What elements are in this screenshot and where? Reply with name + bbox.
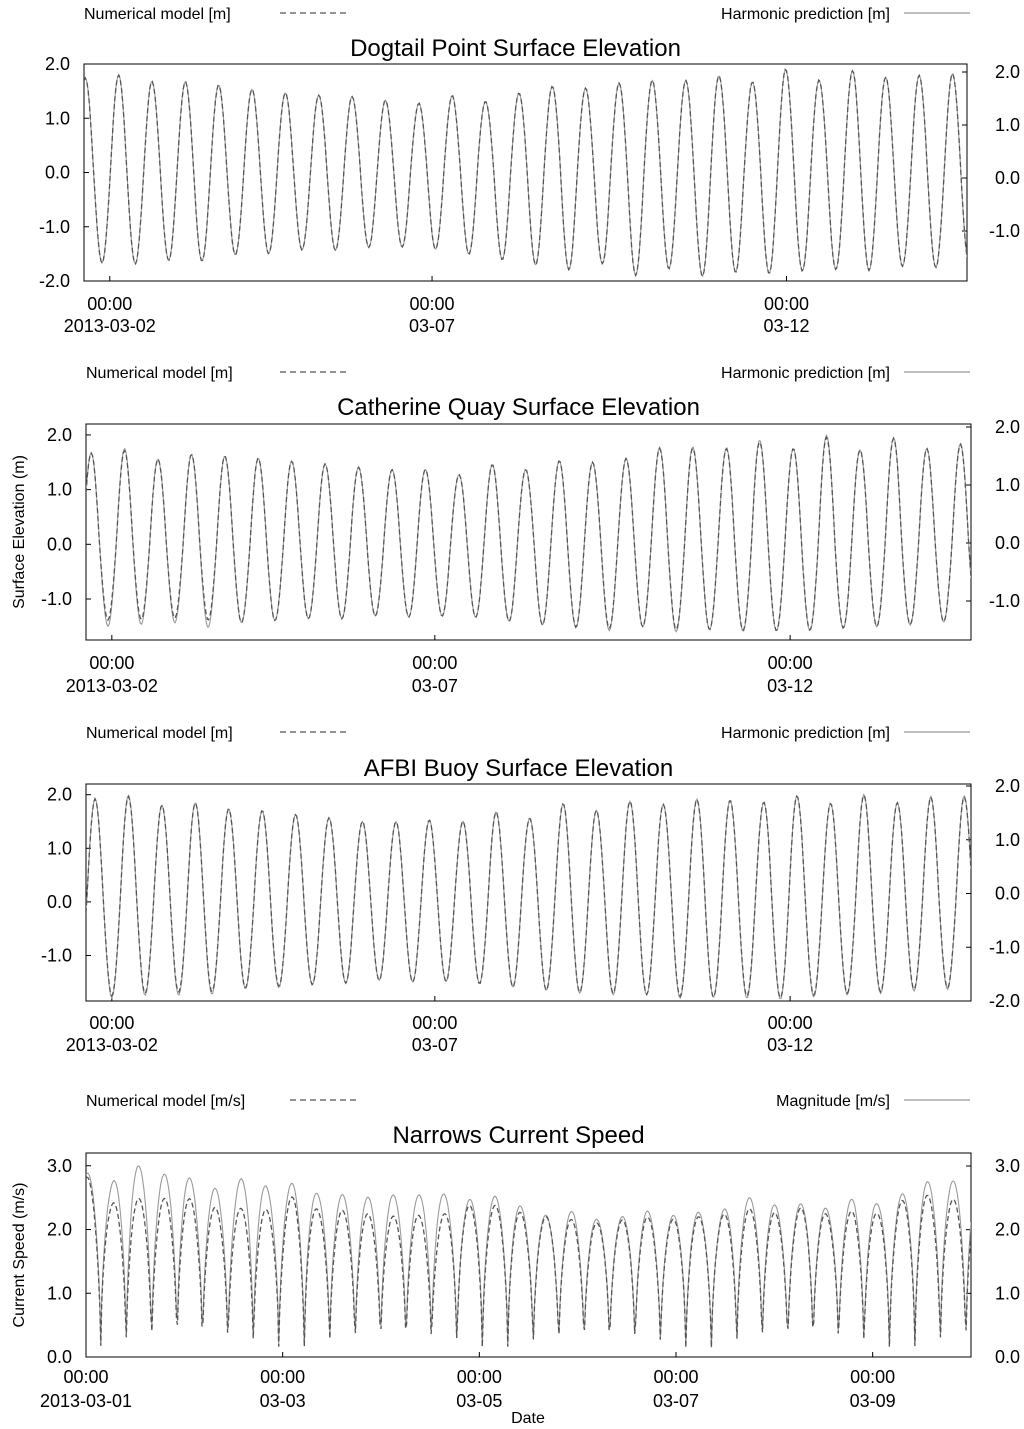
y-tick-label: 0.0 [44,162,70,183]
chart-title: Dogtail Point Surface Elevation [350,35,681,62]
y-tick-label: 3.0 [46,1155,72,1176]
y-tick-label: 1.0 [44,108,70,129]
series-line-reference [86,435,971,631]
series-line-reference [86,795,971,999]
y2-tick-label: 2.0 [994,776,1020,796]
y2-tick-label: 0.0 [994,168,1020,188]
y2-tick-label: 1.0 [994,475,1020,495]
x-axis-label: Date [511,1410,545,1427]
x-tick-date: 2013-03-02 [63,316,156,336]
series-line-reference [84,70,967,277]
x-tick-time: 00:00 [412,1013,458,1033]
chart-title: Catherine Quay Surface Elevation [337,394,700,421]
legend-label-reference: Harmonic prediction [m] [721,725,890,742]
series-line-model [84,70,967,277]
y-tick-label: 1.0 [46,1283,72,1304]
y-tick-label: -1.0 [40,588,72,609]
x-tick-date: 03-12 [763,316,810,336]
x-tick-time: 00:00 [850,1367,896,1387]
legend-label-reference: Harmonic prediction [m] [721,6,890,23]
y2-tick-label: -1.0 [988,591,1020,611]
x-tick-date: 03-07 [411,676,458,696]
x-tick-time: 00:00 [63,1367,109,1387]
y-tick-label: 2.0 [46,784,72,805]
y2-tick-label: 0.0 [994,533,1020,553]
legend-label-reference: Magnitude [m/s] [776,1093,890,1110]
y-tick-label: 0.0 [46,891,72,912]
x-tick-time: 00:00 [409,294,455,314]
x-tick-date: 2013-03-02 [65,676,158,696]
x-tick-time: 00:00 [456,1367,502,1387]
y-tick-label: 0.0 [46,534,72,555]
x-tick-date: 03-09 [849,1391,896,1411]
y-tick-label: 1.0 [46,479,72,500]
y2-tick-label: 0.0 [994,1347,1020,1367]
x-tick-date: 03-07 [409,316,456,336]
y-tick-label: -1.0 [38,216,70,237]
y-tick-label: 2.0 [46,1219,72,1240]
chart-panel-1 [39,6,1020,336]
chart-panel-3 [41,725,1020,1055]
x-tick-time: 00:00 [89,653,135,673]
y-tick-label: 2.0 [46,424,72,445]
x-tick-date: 03-12 [767,676,814,696]
plot-area [86,424,971,640]
y2-tick-label: 1.0 [994,115,1020,135]
x-tick-date: 03-07 [411,1035,458,1055]
x-tick-date: 03-05 [456,1391,503,1411]
x-tick-time: 00:00 [89,1013,135,1033]
x-tick-date: 03-07 [652,1391,700,1411]
y2-tick-label: 0.0 [994,883,1020,904]
x-tick-date: 2013-03-02 [65,1035,158,1055]
x-tick-time: 00:00 [260,1367,306,1387]
legend-label-model: Numerical model [m/s] [86,1093,246,1110]
y-axis-label: Surface Elevation (m) [11,455,28,609]
y2-tick-label: -2.0 [988,991,1020,1011]
y2-tick-label: -1.0 [988,937,1020,958]
y2-tick-label: 3.0 [994,1156,1020,1176]
y2-tick-label: 2.0 [994,1219,1020,1240]
chart-title: AFBI Buoy Surface Elevation [363,755,674,782]
x-tick-date: 03-12 [767,1035,814,1055]
y-tick-label: 2.0 [44,54,70,74]
legend-label-reference: Harmonic prediction [m] [721,365,890,382]
x-tick-time: 00:00 [653,1367,699,1387]
x-tick-time: 00:00 [767,1013,813,1033]
y-axis-label: Current Speed (m/s) [11,1182,28,1328]
x-tick-date: 03-03 [259,1391,306,1411]
series-line-model [86,437,971,630]
y2-tick-label: 1.0 [994,829,1020,850]
chart-panel-4 [11,1093,1020,1427]
x-tick-time: 00:00 [764,294,810,314]
chart-title: Narrows Current Speed [392,1122,645,1149]
y2-tick-label: 1.0 [994,1283,1020,1304]
legend-label-model: Numerical model [m] [84,6,231,23]
y2-tick-label: 2.0 [994,62,1020,82]
legend-label-model: Numerical model [m] [86,725,233,742]
x-tick-time: 00:00 [87,294,133,314]
legend-label-model: Numerical model [m] [86,365,233,382]
y-tick-label: -2.0 [38,271,70,291]
chart-panel-2 [11,365,1020,696]
y2-tick-label: -1.0 [988,221,1020,241]
x-tick-date: 2013-03-01 [39,1391,133,1411]
x-tick-time: 00:00 [412,653,458,673]
y2-tick-label: 2.0 [994,417,1020,437]
y-tick-label: 1.0 [46,838,72,859]
y-tick-label: 0.0 [46,1347,72,1367]
y-tick-label: -1.0 [40,945,72,966]
x-tick-time: 00:00 [767,653,813,673]
